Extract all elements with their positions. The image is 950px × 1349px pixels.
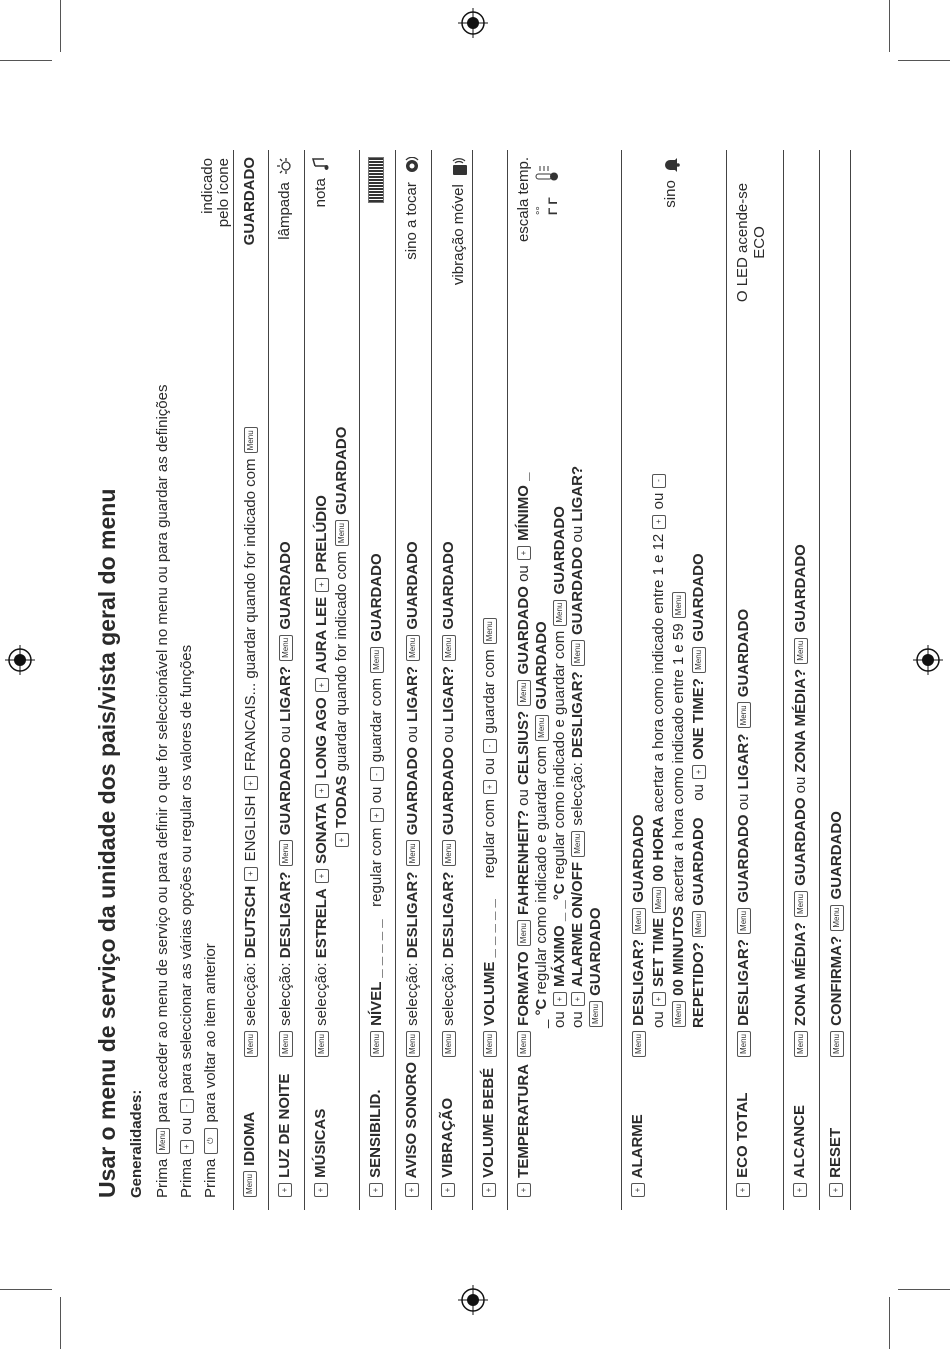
registration-mark-icon	[5, 645, 35, 675]
table-row-vibracao	[431, 150, 473, 1210]
plus-key-icon: +	[652, 992, 666, 1006]
row-description: Menu selecção: DESLIGAR? Menu GUARDADO ou LIGAR? Menu GUARDADO	[439, 353, 459, 1058]
plus-key-icon: +	[315, 869, 329, 883]
indicator-column-header: indicado pelo ícone	[199, 158, 232, 228]
menu-key-icon: Menu	[517, 1031, 531, 1057]
menu-key-icon: Menu	[794, 638, 808, 664]
lamp-icon	[276, 157, 294, 175]
plus-key-icon: +	[652, 515, 666, 529]
row-name: + ECO TOTAL	[734, 1093, 751, 1198]
menu-key-icon: Menu	[279, 635, 293, 661]
plus-key-icon: +	[441, 1183, 455, 1197]
ringing-bell-icon	[403, 157, 421, 175]
plus-key-icon: +	[278, 1183, 292, 1197]
row-name: + TEMPERATURA	[515, 1064, 532, 1198]
menu-key-icon: Menu	[370, 647, 384, 673]
row-name: + MÚSICAS	[312, 1109, 329, 1198]
general-line-power: Prima ⏻ para voltar ao item anterior	[202, 943, 219, 1198]
plus-key-icon: +	[244, 867, 258, 881]
row-name: + SENSIBILID.	[367, 1089, 384, 1198]
row-description: Menu selecção: DEUTSCH + ENGLISH + FRANCAIS... guardar quando for indicado com Menu	[241, 353, 261, 1058]
menu-key-icon: Menu	[830, 1031, 844, 1057]
vibrating-phone-icon	[450, 157, 468, 177]
plus-key-icon: +	[517, 546, 531, 560]
crop-mark	[0, 60, 52, 61]
table-row-aviso-sonoro	[395, 150, 432, 1210]
plus-key-icon: +	[180, 1140, 194, 1154]
svg-text:Γ Γ: Γ Γ	[546, 197, 560, 215]
menu-key-icon: Menu	[535, 715, 549, 741]
menu-key-icon: Menu	[335, 520, 349, 546]
menu-key-icon: Menu	[442, 840, 456, 866]
svg-text:°°: °°	[535, 206, 547, 215]
table-row-eco-total	[726, 150, 784, 1210]
menu-key-icon: Menu	[737, 908, 751, 934]
table-row-luz-de-noite	[268, 150, 305, 1210]
plus-key-icon: +	[736, 1183, 750, 1197]
row-indicator: escala temp. °° Γ Γ	[515, 157, 560, 243]
menu-key-icon: Menu	[571, 831, 585, 857]
row-name: + ALCANCE	[791, 1105, 808, 1198]
row-name: + VIBRAÇÃO	[439, 1098, 456, 1198]
registration-mark-icon	[458, 8, 488, 38]
row-indicator	[367, 157, 384, 345]
row-description: Menu selecção: DESLIGAR? Menu GUARDADO ou LIGAR? Menu GUARDADO	[276, 353, 296, 1058]
row-description: Menu FORMATO Menu FAHRENHEIT? ou CELSIUS? Menu GUARDADO ou + MÍNIMO _ _ °C regular como indicado e guardar com Menu GUARDADO ou + MÁXIMO _ _°C regular como indicado e guardar com Menu GUARDADO ou + ALARME ON/OFF Menu selecção: DESLIGAR? Menu GUARDADO ou LIGAR? Menu GUARDADO	[515, 353, 605, 1058]
crop-mark	[889, 0, 890, 52]
table-row-musicas	[304, 150, 360, 1210]
menu-key-icon: Menu	[571, 640, 585, 666]
menu-key-icon: Menu	[737, 1031, 751, 1057]
crop-mark	[898, 1289, 950, 1290]
menu-key-icon: Menu	[632, 908, 646, 934]
plus-key-icon: +	[335, 833, 349, 847]
plus-key-icon: +	[692, 765, 706, 779]
row-name: + VOLUME BEBÉ	[480, 1068, 497, 1198]
plus-key-icon: +	[244, 776, 258, 790]
row-name: Menu IDIOMA	[241, 1112, 258, 1198]
general-line-plus-minus: Prima + ou - para seleccionar as várias opções ou regular os valores de funções	[178, 644, 195, 1198]
menu-key-icon: Menu	[794, 891, 808, 917]
menu-key-icon: Menu	[652, 887, 666, 913]
plus-key-icon: +	[517, 1183, 531, 1197]
menu-key-icon: Menu	[692, 647, 706, 673]
row-indicator: sino	[662, 157, 680, 345]
minus-key-icon: -	[483, 739, 497, 753]
registration-mark-icon	[913, 645, 943, 675]
menu-key-icon: Menu	[279, 840, 293, 866]
menu-key-icon: Menu	[672, 592, 686, 618]
plus-key-icon: +	[405, 1183, 419, 1197]
row-description: Menu ZONA MÉDIA? Menu GUARDADO ou ZONA MÉDIA? Menu GUARDADO	[791, 353, 811, 1058]
menu-key-icon: Menu	[406, 1031, 420, 1057]
page-title: Usar o menu de serviço da unidade dos pais/vista geral do menu	[94, 488, 120, 1198]
level-bars-icon	[368, 157, 384, 203]
plus-key-icon: +	[315, 784, 329, 798]
crop-mark	[898, 60, 950, 61]
menu-key-icon: Menu	[737, 702, 751, 728]
crop-mark	[889, 1297, 890, 1349]
row-description: Menu CONFIRMA? Menu GUARDADO	[827, 353, 847, 1058]
menu-key-icon: Menu	[517, 680, 531, 706]
menu-key-icon: Menu	[589, 1001, 603, 1027]
row-description: Menu NÍVEL _ _ _ _ _ regular com + ou - guardar com Menu GUARDADO	[367, 353, 387, 1058]
menu-key-icon: Menu	[279, 1031, 293, 1057]
crop-mark	[60, 1297, 61, 1349]
row-description: Menu DESLIGAR? Menu GUARDADO ou LIGAR? Menu GUARDADO	[734, 353, 754, 1058]
menu-key-icon: Menu	[672, 1001, 686, 1027]
menu-overview-page	[90, 150, 850, 1210]
menu-key-icon: Menu	[370, 1031, 384, 1057]
row-indicator: vibração móvel	[450, 157, 468, 345]
power-key-icon: ⏻	[204, 1128, 218, 1154]
table-row-idioma	[233, 150, 269, 1210]
menu-key-icon: Menu	[830, 905, 844, 931]
table-row-alcance	[783, 150, 820, 1210]
plus-key-icon: +	[369, 1183, 383, 1197]
menu-key-icon: Menu	[244, 427, 258, 453]
plus-key-icon: +	[370, 808, 384, 822]
menu-key-icon: Menu	[243, 1171, 257, 1197]
menu-key-icon: Menu	[632, 1031, 646, 1057]
plus-key-icon: +	[314, 1183, 328, 1197]
row-indicator: sino a tocar	[403, 157, 421, 345]
row-indicator: O LED acende-se ECO	[734, 182, 768, 303]
plus-key-icon: +	[553, 992, 567, 1006]
plus-key-icon: +	[571, 992, 585, 1006]
row-description: Menu VOLUME _ _ _ _ _ regular com + ou - guardar com Menu	[480, 353, 500, 1058]
registration-mark-icon	[458, 1285, 488, 1315]
table-row-alarme	[621, 150, 727, 1210]
menu-key-icon: Menu	[315, 1031, 329, 1057]
menu-key-icon: Menu	[244, 1031, 258, 1057]
plus-key-icon: +	[483, 780, 497, 794]
general-heading: Generalidades:	[128, 1089, 145, 1198]
plus-key-icon: +	[482, 1183, 496, 1197]
menu-key-icon: Menu	[156, 1128, 170, 1154]
row-name: + LUZ DE NOITE	[276, 1074, 293, 1198]
row-indicator: lâmpada	[276, 157, 294, 345]
music-note-icon	[312, 157, 330, 171]
row-name: + ALARME	[629, 1114, 646, 1198]
minus-key-icon: -	[370, 767, 384, 781]
menu-key-icon: Menu	[517, 920, 531, 946]
menu-key-icon: Menu	[794, 1031, 808, 1057]
menu-key-icon: Menu	[692, 911, 706, 937]
minus-key-icon: -	[180, 1099, 194, 1113]
table-row-temperatura	[507, 150, 622, 1210]
row-name: + AVISO SONORO	[403, 1062, 420, 1198]
plus-key-icon: +	[315, 578, 329, 592]
plus-key-icon: +	[829, 1183, 843, 1197]
bell-icon	[662, 157, 680, 173]
minus-key-icon: -	[652, 474, 666, 488]
crop-mark	[60, 0, 61, 52]
row-indicator: GUARDADO	[241, 157, 258, 246]
menu-key-icon: Menu	[406, 635, 420, 661]
row-indicator: nota	[312, 157, 330, 345]
menu-key-icon: Menu	[483, 618, 497, 644]
plus-key-icon: +	[315, 678, 329, 692]
table-row-reset	[819, 150, 851, 1210]
crop-mark	[0, 1289, 52, 1290]
menu-key-icon: Menu	[442, 1031, 456, 1057]
row-description: Menu selecção: DESLIGAR? Menu GUARDADO ou LIGAR? Menu GUARDADO	[403, 353, 423, 1058]
plus-key-icon: +	[793, 1183, 807, 1197]
row-description: Menu selecção: ESTRELA + SONATA + LONG AGO + AURA LEE + PRELÚDIO + TODAS guardar quando for indicado com Menu GUARDADO	[312, 353, 351, 1058]
table-row-sensibilidade	[359, 150, 396, 1210]
menu-key-icon: Menu	[553, 600, 567, 626]
menu-key-icon: Menu	[442, 635, 456, 661]
thermometer-scale-icon	[532, 157, 560, 217]
row-name: + RESET	[827, 1128, 844, 1198]
plus-key-icon: +	[631, 1183, 645, 1197]
menu-key-icon: Menu	[483, 1031, 497, 1057]
general-line-menu: Prima Menu para aceder ao menu de serviço ou para definir o que for seleccionável no menu ou para guardar as definições	[154, 384, 171, 1198]
table-row-volume-bebe	[472, 150, 508, 1210]
row-description: Menu DESLIGAR? Menu GUARDADO ou + SET TIME Menu 00 HORA acertar a hora como indicado entre 1 e 12 + ou - Menu 00 MINUTOS acertar a hora como indicado entre 1 e 59 Menu REPETIDO? Menu GUARDADO ou + ONE TIME? Menu GUARDADO	[629, 353, 709, 1058]
menu-key-icon: Menu	[406, 840, 420, 866]
